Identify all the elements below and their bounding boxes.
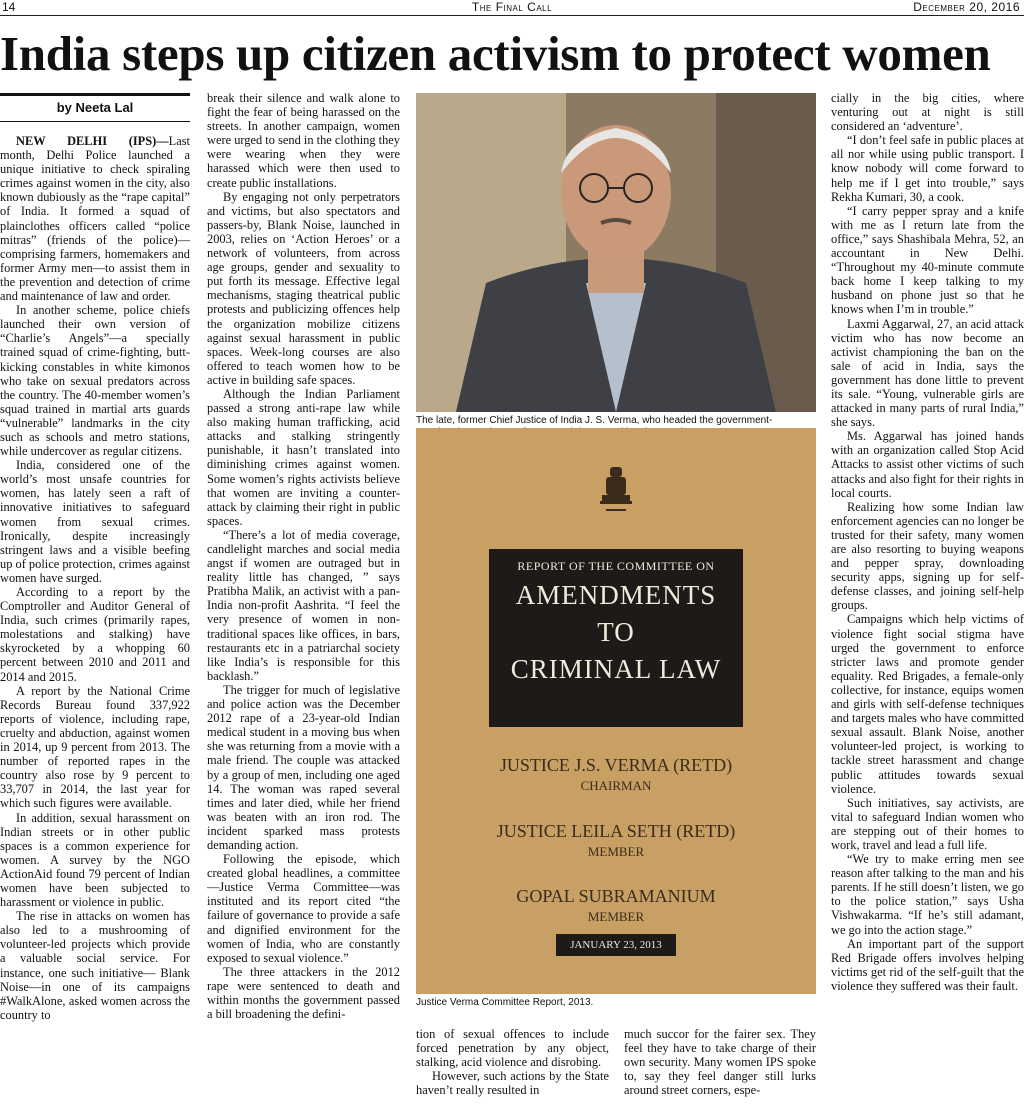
article-column-2 — [207, 91, 400, 1108]
member-name: JUSTICE J.S. VERMA (RETD) — [499, 755, 733, 775]
page-number: 14 — [2, 0, 16, 14]
paragraph: The rise in attacks on women has also led to a mushrooming of volunteer-led projects which provide a valuable social service. For instance, one such initiative— Blank Noise—in one of its campaigns #WalkAlone, asked women across the country to — [0, 909, 190, 1022]
paragraph: “There’s a lot of media coverage, candlelight marches and social media angst if women are outraged but in reality little has changed, ” says Pratibha Malik, an activist with a pan-India non-profit Aashrita. “I feel the very presence of women in non-traditional spaces like offices, in bars, restaurants etc in a patriarchal society like India’s is responsible for this backlash.” — [207, 527, 400, 683]
paragraph: By engaging not only perpetrators and victims, but also spectators and passers-by, Blank Noise, launched in 2003, relies on ‘Action Heroes’ or a network of volunteers, from across age groups, gender and sexuality to put forth its message. Effective legal mechanisms, staging theatrical public protests and publicizing offences help the organization mobilize citizens against sexual harassment in public spaces. Week-long courses are also offered to teach women how to be active in building safe spaces. — [207, 189, 400, 387]
report-date: JANUARY 23, 2013 — [556, 934, 676, 956]
byline-rule-top — [0, 93, 190, 96]
paragraph: The three attackers in the 2012 rape were sentenced to death and within months the government passed a bill broadening the defini- — [207, 964, 400, 1022]
article-column-1 — [0, 134, 190, 1108]
paragraph: tion of sexual offences to include forced penetration by any object, stalking, acid violence and disrobing. — [416, 1027, 609, 1070]
paragraph: In another scheme, police chiefs launched their own version of “Charlie’s Angels”—a specially trained squad of crime-fighting, butt-kicking constables in white kimonos who take on sexual predators across the country. The 40-member women’s squad trained in martial arts guards “vulnerable” landmarks in the city such as schools and metro stations, while undercover as regular citizens. — [0, 303, 190, 459]
report-cover-photo — [416, 428, 816, 994]
member-role: CHAIRMAN — [580, 778, 652, 793]
title-box — [489, 549, 743, 727]
paragraph: much succor for the fairer sex. They feel they have to take charge of their own security. Many women IPS spoke to, say they feel danger still lurks around street corners, espe- — [624, 1027, 816, 1098]
byline-rule-bottom — [0, 121, 190, 122]
member-name: JUSTICE LEILA SETH (RETD) — [496, 821, 736, 841]
paragraph: However, such actions by the State haven’t really resulted in — [416, 1069, 609, 1098]
report-kicker: REPORT OF THE COMMITTEE ON — [517, 559, 715, 573]
byline: by Neeta Lal — [56, 100, 134, 115]
member-1 — [416, 755, 816, 794]
article-column-5 — [831, 91, 1024, 1108]
paragraph: Ms. Aggarwal has joined hands with an organization called Stop Acid Attacks to assist other victims of such attacks and also fight for their rights in local courts. — [831, 429, 1024, 500]
paragraph: break their silence and walk alone to fight the fear of being harassed on the streets. In another campaign, women were urged to send in the clothing they were wearing when they were harassed which were then used to create public installations. — [207, 91, 400, 190]
member-3 — [416, 886, 816, 925]
report-title-line-3: CRIMINAL LAW — [510, 654, 722, 684]
portrait-illustration — [416, 93, 816, 412]
member-role: MEMBER — [587, 909, 645, 924]
paragraph: “I don’t feel safe in public places at all nor while using public transport. I know nobody will come forward to help me if I get into trouble,” says Rekha Kumari, 30, a cook. — [831, 133, 1024, 204]
headline: India steps up citizen activism to protect women — [0, 26, 991, 81]
paragraph: “We try to make erring men see reason after talking to the man and his parents. If he still doesn’t listen, we go to the police station,” says Usha Vishwakarma. “If he’s still adamant, we go into the action stage.” — [831, 852, 1024, 937]
paragraph — [0, 134, 190, 303]
paragraph: A report by the National Crime Records Bureau found 337,922 reports of violence, including rape, cruelty and abduction, against women in 2014, up 9 percent from 2013. The number of reported rapes in the country also rose by 9 percent to 33,707 in 2014, the last year for which such figures were available. — [0, 683, 190, 811]
paragraph: India, considered one of the world’s most unsafe countries for women, has lately seen a raft of innovative initiatives to safeguard women from sexual crimes. Ironically, despite increasingly stringent laws and a visible beefing up of police protection, crimes against women have surged. — [0, 458, 190, 585]
issue-date: December 20, 2016 — [913, 0, 1020, 14]
paragraph: An important part of the support Red Brigade offers involves helping victims get rid of the self-guilt that the violence they suffered was their fault. — [831, 936, 1024, 993]
member-name: GOPAL SUBRAMANIUM — [516, 886, 716, 906]
portrait-photo — [416, 93, 816, 412]
paragraph: Although the Indian Parliament passed a strong anti-rape law while also making human trafficking, acid attacks and stalking stringently punishable, it hasn’t translated into diminishing crimes against women. Some women’s rights activists believe that women are inviting a counter-attack by claiming their right in public spaces. — [207, 386, 400, 528]
paragraph: According to a report by the Comptroller and Auditor General of India, such crimes (primarily rapes, molestations and stalking) have skyrocketed by a whopping 60 percent between 2010 and 2011 and 2014 and 2015. — [0, 585, 190, 684]
paragraph: “I carry pepper spray and a knife with me as I return late from the office,” says Shashibala Mehra, 52, an accountant in New Delhi. “Throughout my 40-minute commute back home I keep talking to my husband on phone just so that he knows when I’m in trouble.” — [831, 203, 1024, 317]
member-2 — [416, 821, 816, 860]
dateline: NEW DELHI (IPS)— — [16, 134, 169, 148]
paragraph: Such initiatives, say activists, are vital to safeguard Indian women who are stepping out of their homes to work, travel and lead a full life. — [831, 795, 1024, 852]
emblem-icon — [596, 463, 636, 519]
report-caption: Justice Verma Committee Report, 2013. — [416, 997, 594, 1008]
paragraph: Realizing how some Indian law enforcement agencies can no longer be trusted for their safety, many women are also resorting to buying weapons and pepper spray, downloading security apps, signing up for self-defense classes, and joining self-help groups. — [831, 499, 1024, 613]
article-column-3 — [416, 1027, 609, 1108]
paragraph: In addition, sexual harassment on Indian streets or in other public spaces is a common experience for women. A survey by the NGO ActionAid found 79 percent of Indian women have been subjected to harassment or violence in public. — [0, 810, 190, 910]
paragraph-text: Last month, Delhi Police launched a unique initiative to check spiraling crimes against women in the city, also known dubiously as the “rape capital” of India. It formed a squad of plainclothes officers called “police mitras” (friends of the police)—comprising farmers, homemakers and former Army men—to assist them in the prevention and detection of crime and maintenance of law and order. — [0, 134, 190, 304]
folio-line — [0, 0, 1024, 16]
paragraph: Following the episode, which created global headlines, a committee—Justice Verma Committee—was instituted and its report cited “the failure of governance to provide a safe and dignified environment for the women of India, who are constantly exposed to sexual violence.” — [207, 852, 400, 965]
report-title-line-2: TO — [597, 617, 635, 647]
paper-name: The Final Call — [471, 0, 553, 14]
paragraph: Campaigns which help victims of violence fight social stigma have urged the government to enforce stricter laws and promote gender equality. Red Brigades, a female-only collective, for instance, equips women and girls with self-defense techniques and targets males who have committed sexual assault. Blank Noise, another volunteer-led project, is working to tackle street harassment and change public attitudes towards sexual violence. — [831, 612, 1024, 796]
member-role: MEMBER — [587, 844, 645, 859]
article-column-4 — [624, 1027, 816, 1108]
paragraph: The trigger for much of legislative and police action was the December 2012 rape of a 23-year-old Indian medical student in a moving bus when she was returning from a movie with a male friend. The couple was attacked by a group of men, including one aged 14. The woman was raped several times and later died, while her friend was beaten with an iron rod. The incident sparked mass protests demanding action. — [207, 682, 400, 852]
paragraph: cially in the big cities, where venturing out at night is still considered an ‘adventure’. — [831, 91, 1024, 134]
folio-rule — [0, 15, 1024, 16]
paragraph: Laxmi Aggarwal, 27, an acid attack victim who has now become an activist championing the ban on the sale of acid in India, says the government has done little to prevent its sale. “Young, vulnerable girls are attacked in many parts of rural India,” she says. — [831, 316, 1024, 430]
photo-caption: The late, former Chief Justice of India J. S. Verma, who headed the government- — [416, 415, 773, 426]
report-title-line-1: AMENDMENTS — [515, 580, 717, 610]
